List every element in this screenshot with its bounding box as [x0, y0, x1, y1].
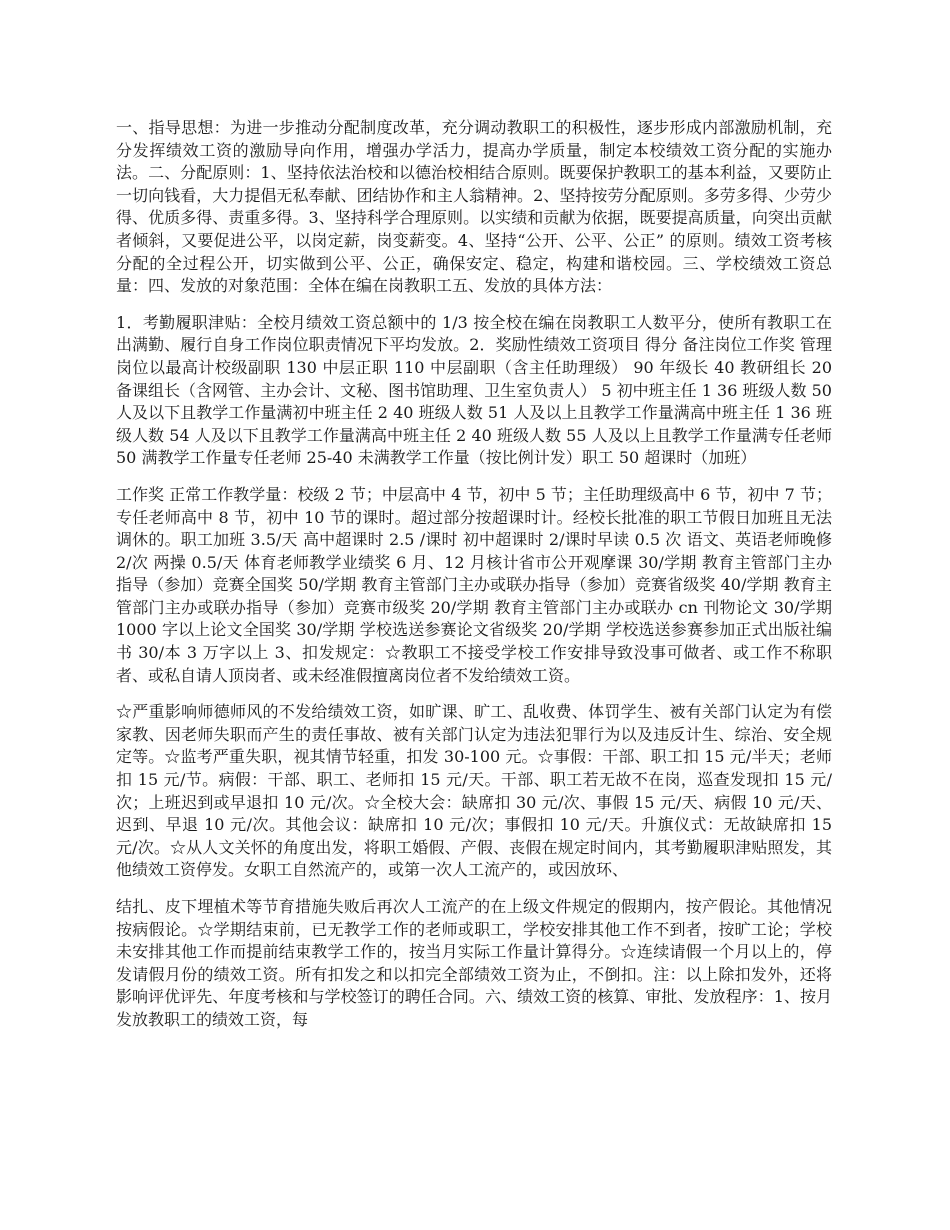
paragraph-deduction-rules: ☆严重影响师德师风的不发给绩效工资，如旷课、旷工、乱收费、体罚学生、被有关部门认定为有偿家教、因老师失职而产生的责任事故、被有关部门认定为违法犯罪行为以及违反计生、综治、安全规定等。☆监考严重失职，视其情节轻重，扣发 30-100 元。☆事假：干部、职工扣 15 元/半天；老师扣 15 元/节。病假：干部、职工、老师扣 15 元/天。干部、职工若无故不在岗，巡查发现扣 15 元/次；上班迟到或早退扣 10 元/次。☆全校大会：缺席扣 30 元/次、事假 15 元/天、病假 10 元/天、迟到、早退 10 元/次。其他会议：缺席扣 10 元/次；事假扣 10 元/天。升旗仪式：无故缺席扣 15 元/次。☆从人文关怀的角度出发，将职工婚假、产假、丧假在规定时间内，其考勤履职津贴照发，其他绩效工资停发。女职工自然流产的，或第一次人工流产的，或因放环、 [116, 702, 832, 880]
paragraph-leave-rules: 结扎、皮下埋植术等节育措施失败后再次人工流产的在上级文件规定的假期内，按产假论。其他情况按病假论。☆学期结束前，已无教学工作的老师或职工，学校安排其他工作不到者，按旷工论；学校未安排其他工作而提前结束教学工作的，按当月实际工作量计算得分。☆连续请假一个月以上的，停发请假月份的绩效工资。所有扣发之和以扣完全部绩效工资为止，不倒扣。注：以上除扣发外，还将影响评优评先、年度考核和与学校签订的聘任合同。六、绩效工资的核算、审批、发放程序：1、按月发放教职工的绩效工资，每 [116, 897, 832, 1029]
document-body [116, 117, 832, 1046]
paragraph-workload-award: 工作奖 正常工作教学量：校级 2 节；中层高中 4 节，初中 5 节；主任助理级高中 6 节，初中 7 节；专任老师高中 8 节，初中 10 节的课时。超过部分按超课时计。经校长批准的职工节假日加班且无法调休的。职工加班 3.5/天 高中超课时 2.5 /课时 初中超课时 2/课时早读 0.5 次 语文、英语老师晚修 2/次 两操 0.5/天 体育老师教学业绩奖 6 月、12 月核计省市公开观摩课 30/学期 教育主管部门主办指导（参加）竞赛全国奖 50/学期 教育主管部门主办或联办指导（参加）竞赛省级奖 40/学期 教育主管部门主办或联办指导（参加）竞赛市级奖 20/学期 教育主管部门主办或联办 cn 刊物论文 30/学期 1000 字以上论文全国奖 30/学期 学校选送参赛论文省级奖 20/学期 学校选送参赛参加正式出版社编书 30/本 3 万字以上 3、扣发规定：☆教职工不接受学校工作安排导致没事可做者、或工作不称职者、或私自请人顶岗者、或未经准假擅离岗位者不发给绩效工资。 [116, 484, 832, 685]
paragraph-attendance-allowance: 1．考勤履职津贴：全校月绩效工资总额中的 1/3 按全校在编在岗教职工人数平分，使所有教职工在出满勤、履行自身工作岗位职责情况下平均发放。2．奖励性绩效工资项目 得分 备注岗位工作奖 管理岗位以最高计校级副职 130 中层正职 110 中层副职（含主任助理级） 90 年级长 40 教研组长 20 备课组长（含网管、主办会计、文秘、图书馆助理、卫生室负责人） 5 初中班主任 1 36 班级人数 50 人及以下且教学工作量满初中班主任 2 40 班级人数 51 人及以上且教学工作量满高中班主任 1 36 班级人数 54 人及以下且教学工作量满高中班主任 2 40 班级人数 55 人及以上且教学工作量满专任老师 50 满教学工作量专任老师 25-40 未满教学工作量（按比例计发）职工 50 超课时（加班） [116, 312, 832, 468]
paragraph-guiding-principles: 一、指导思想：为进一步推动分配制度改革，充分调动教职工的积极性，逐步形成内部激励机制，充分发挥绩效工资的激励导向作用，增强办学活力，提高办学质量，制定本校绩效工资分配的实施办法。二、分配原则：1、坚持依法治校和以德治校相结合原则。既要保护教职工的基本利益，又要防止一切向钱看，大力提倡无私奉献、团结协作和主人翁精神。2、坚持按劳分配原则。多劳多得、少劳少得、优质多得、责重多得。3、坚持科学合理原则。以实绩和贡献为依据，既要提高质量，向突出贡献者倾斜，又要促进公平，以岗定薪，岗变薪变。4、坚持“公开、公平、公正” 的原则。绩效工资考核分配的全过程公开，切实做到公平、公正，确保安定、稳定，构建和谐校园。三、学校绩效工资总量：四、发放的对象范围：全体在编在岗教职工五、发放的具体方法： [116, 118, 832, 296]
